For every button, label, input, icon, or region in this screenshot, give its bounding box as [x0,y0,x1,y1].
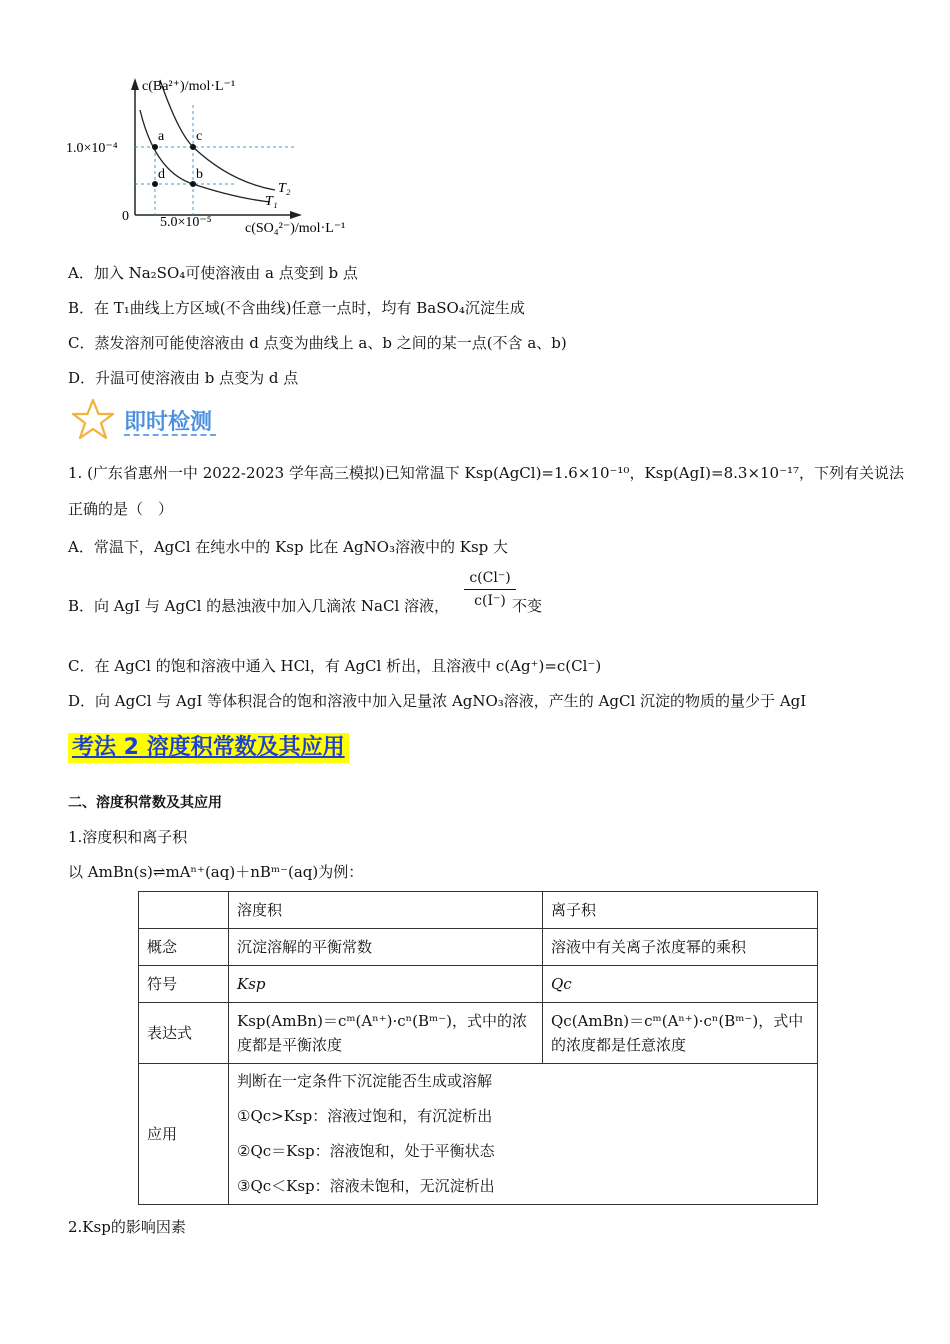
x-tick-label: 5.0×10⁻⁵ [160,215,212,230]
q1-option-d: D．向 AgCl 与 AgI 等体积混合的饱和溶液中加入足量浓 AgNO₃溶液，产生的 AgCl 沉淀的物质的量少于 AgI [68,692,807,710]
table-cell: 表达式 [139,1003,229,1064]
option-b: B．在 T₁曲线上方区域(不含曲线)任意一点时，均有 BaSO₄沉淀生成 [68,299,525,317]
section-title: 即时检测 [124,410,213,435]
q1-option-b: B．向 AgI 与 AgCl 的悬浊液中加入几滴浓 NaCl 溶液， [68,597,450,615]
table-header-row [139,892,818,929]
table-header-qc: 离子积 [543,892,818,929]
table-cell: Qc [543,966,818,1003]
subheading-2: 2.Ksp的影响因素 [68,1218,186,1236]
table-cell [139,892,229,929]
fraction-denominator: c(I⁻) [474,593,506,609]
ratio-fraction [464,570,516,609]
y-axis-label: c(Ba²⁺)/mol·L⁻¹ [142,79,236,94]
label-a: a [158,129,165,144]
table-row-apply [139,1064,818,1205]
apply-line: ③Qc＜Ksp：溶液未饱和，无沉淀析出 [237,1177,495,1195]
q1-option-a: A．常温下，AgCl 在纯水中的 Ksp 比在 AgNO₃溶液中的 Ksp 大 [68,538,509,556]
equation-line: 以 AmBn(s)⇌mAⁿ⁺(aq)＋nBᵐ⁻(aq)为例： [68,863,364,881]
apply-line: 判断在一定条件下沉淀能否生成或溶解 [237,1072,493,1090]
apply-line: ②Qc＝Ksp：溶液饱和，处于平衡状态 [237,1142,495,1160]
table-cell: 沉淀溶解的平衡常数 [229,929,543,966]
table-cell: 概念 [139,929,229,966]
q1-option-c: C．在 AgCl 的饱和溶液中通入 HCl，有 AgCl 析出，且溶液中 c(Ag⁺)=c(Cl⁻) [68,657,602,675]
option-a: A．加入 Na₂SO₄可使溶液由 a 点变到 b 点 [68,264,358,282]
label-b: b [196,167,203,182]
table-row [139,929,818,966]
table-cell: Ksp [229,966,543,1003]
table-cell: 溶液中有关离子浓度幂的乘积 [543,929,818,966]
curve-label-t1: T₁ [265,194,278,209]
table-cell: Qc(AmBn)＝cᵐ(Aⁿ⁺)·cⁿ(Bᵐ⁻)，式中的浓度都是任意浓度 [543,1003,818,1064]
curve-label-t2: T₂ [278,181,291,196]
q1-stem-line2: 正确的是（ ） [68,500,174,518]
star-icon [70,397,116,441]
fraction-numerator: c(Cl⁻) [464,570,516,590]
q1-stem-line1: 1. (广东省惠州一中 2022-2023 学年高三模拟)已知常温下 Ksp(AgCl)=1.6×10⁻¹⁰，Ksp(AgI)=8.3×10⁻¹⁷，下列有关说法 [68,464,905,482]
section-heading: 二、溶度积常数及其应用 [68,795,222,811]
point-c [190,144,196,150]
ksp-table [138,891,818,1205]
q1-option-b-tail: 不变 [512,597,543,615]
label-c: c [196,129,203,144]
method-banner: 考法 2 溶度积常数及其应用 [68,733,349,763]
table-cell: Ksp(AmBn)＝cᵐ(Aⁿ⁺)·cⁿ(Bᵐ⁻)，式中的浓度都是平衡浓度 [229,1003,543,1064]
section-title-underline [124,434,216,436]
table-cell: 符号 [139,966,229,1003]
solubility-curve-figure [60,60,380,245]
y-tick-label: 1.0×10⁻⁴ [66,141,118,156]
x-axis-label: c(SO₄²⁻)/mol·L⁻¹ [245,221,346,236]
point-a [152,144,158,150]
table-row [139,1003,818,1064]
table-header-ksp: 溶度积 [229,892,543,929]
option-c: C．蒸发溶剂可能使溶液由 d 点变为曲线上 a、b 之间的某一点(不含 a、b) [68,334,567,352]
option-d: D．升温可使溶液由 b 点变为 d 点 [68,369,299,387]
table-row [139,966,818,1003]
apply-line: ①Qc>Ksp：溶液过饱和，有沉淀析出 [237,1107,493,1125]
label-d: d [158,167,165,182]
table-cell: 应用 [139,1064,229,1205]
apply-cell [229,1064,818,1205]
origin-label: 0 [122,209,129,224]
subheading-1: 1.溶度积和离子积 [68,828,188,846]
